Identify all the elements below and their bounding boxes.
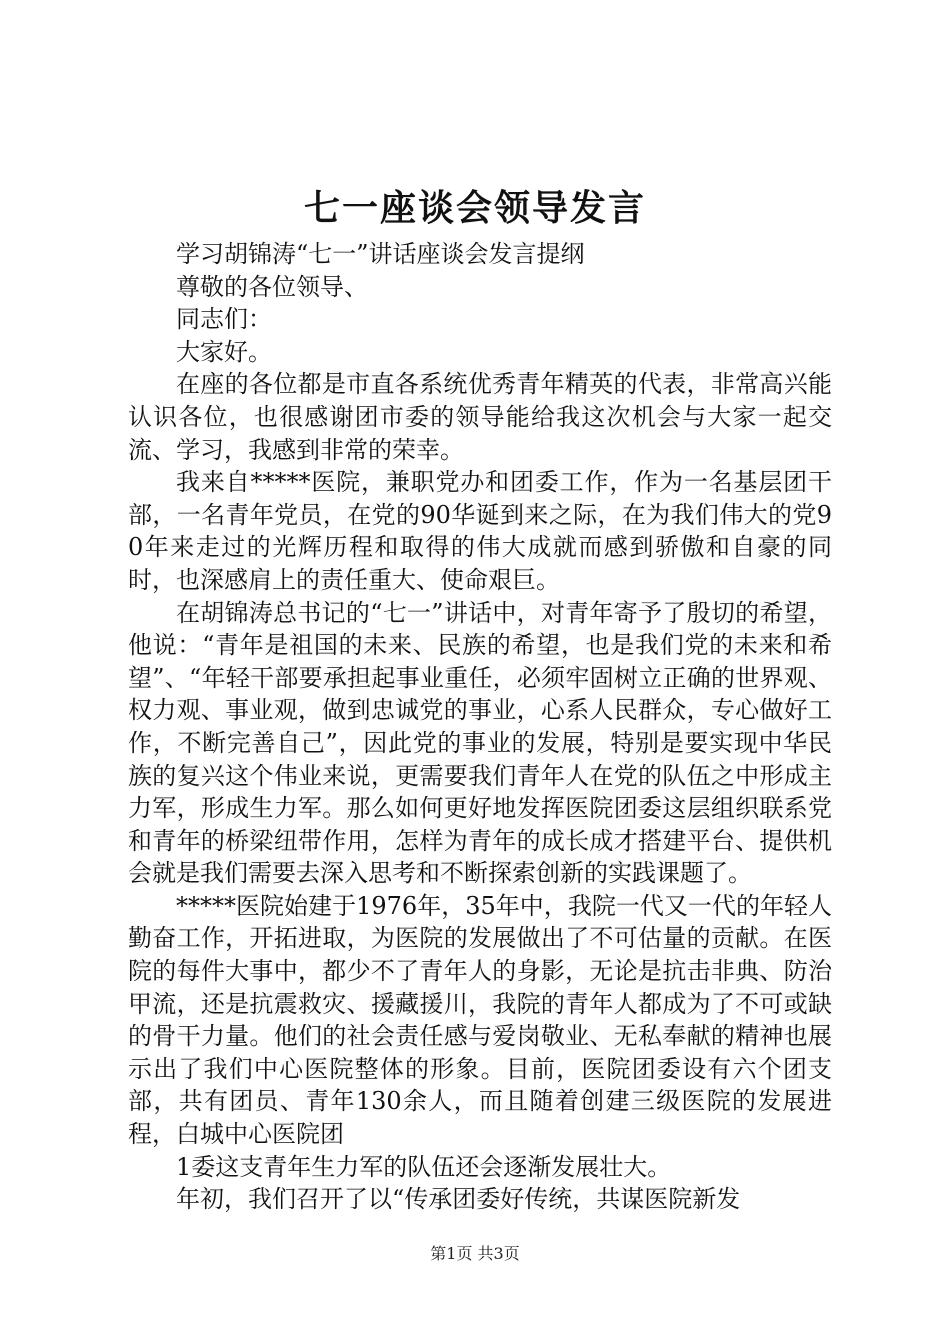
salutation-comrades: 同志们： bbox=[176, 305, 272, 334]
paragraph-intro: 在座的各位都是市直各系统优秀青年精英的代表，非常高兴能认识各位，也很感谢团市委的领导能给我这次机会与大家一起交流、学习，我感到非常的荣幸。 bbox=[128, 370, 832, 464]
page-number-footer: 第1页 共3页 bbox=[430, 1244, 520, 1263]
paragraph-speech-quote: 在胡锦涛总书记的“七一”讲话中，对青年寄予了殷切的希望，他说：“青年是祖国的未来、民族的希望，也是我们党的未来和希望”、“年轻干部要承担起事业重任，必须牢固树立正确的世界观、权力观、事业观，做到忠诚党的事业，心系人民群众，专心做好工作，不断完善自己”，因此党的事业的发展，特别是要实现中华民族的复兴这个伟业来说，更需要我们青年人在党的队伍之中形成主力军，形成生力军。那么如何更好地发挥医院团委这层组织联系党和青年的桥梁纽带作用，怎样为青年的成长成才搭建平台、提供机会就是我们需要去深入思考和不断探索创新的实践课题了。 bbox=[128, 598, 832, 888]
paragraph-continuation: 1委这支青年生力军的队伍还会逐渐发展壮大。 bbox=[176, 1152, 672, 1181]
paragraph-year-start: 年初，我们召开了以“传承团委好传统，共谋医院新发 bbox=[176, 1185, 741, 1214]
paragraph-hospital-history: *****医院始建于1976年，35年中，我院一代又一代的年轻人勤奋工作，开拓进取，为医院的发展做出了不可估量的贡献。在医院的每件大事中，都少不了青年人的身影，无论是抗击非典、防治甲流，还是抗震救灾、援藏援川，我院的青年人都成为了不可或缺的骨干力量。他们的社会责任感与爱岗敬业、无私奉献的精神也展示出了我们中心医院整体的形象。目前，医院团委设有六个团支部，共有团员、青年130余人，而且随着创建三级医院的发展进程，白城中心医院团 bbox=[128, 891, 832, 1149]
document-body bbox=[128, 238, 832, 1216]
salutation-leaders: 尊敬的各位领导、 bbox=[176, 272, 368, 301]
outline-heading: 学习胡锦涛“七一”讲话座谈会发言提纲 bbox=[176, 240, 585, 268]
greeting: 大家好。 bbox=[176, 337, 272, 366]
paragraph-self-introduction: 我来自*****医院，兼职党办和团委工作，作为一名基层团干部，一名青年党员，在党的90华诞到来之际，在为我们伟大的党90年来走过的光辉历程和取得的伟大成就而感到骄傲和自豪的同时，也深感肩上的责任重大、使命艰巨。 bbox=[128, 468, 832, 594]
document-title: 七一座谈会领导发言 bbox=[303, 187, 646, 229]
